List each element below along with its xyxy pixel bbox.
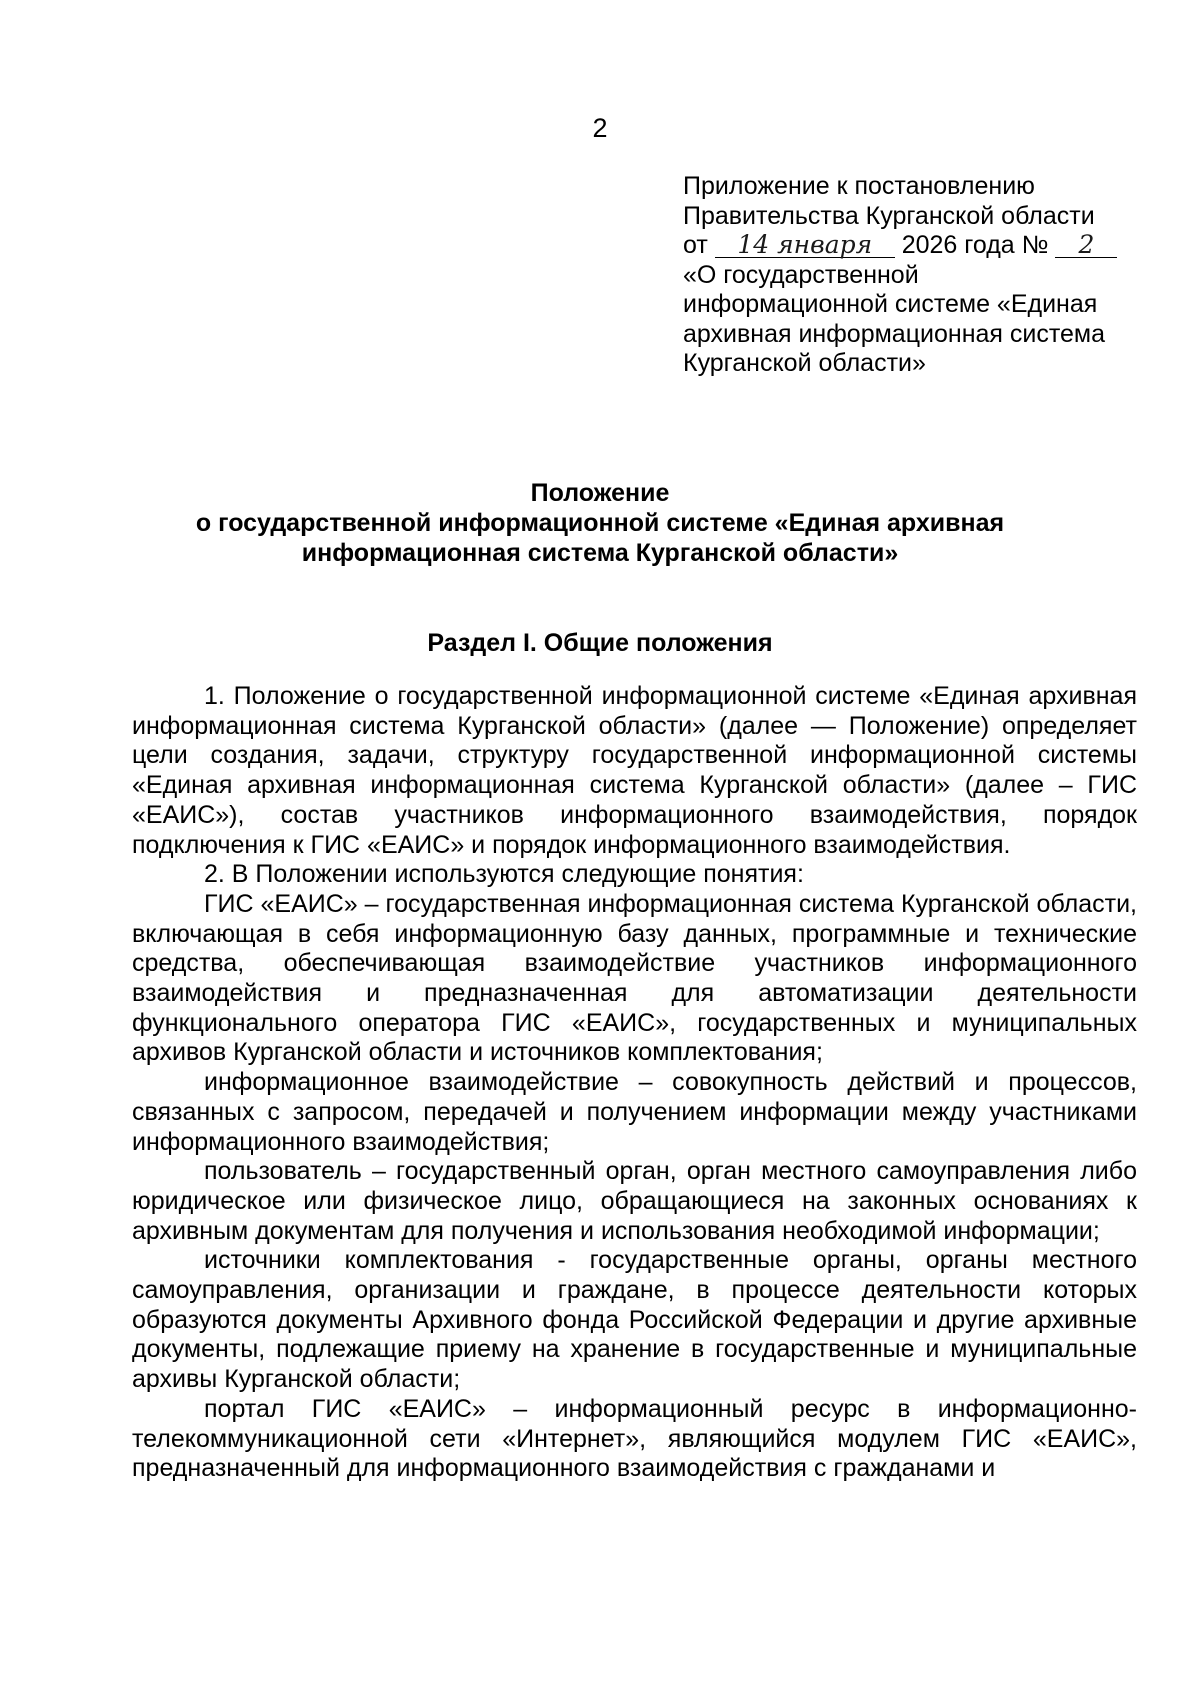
section-heading: Раздел I. Общие положения (427, 629, 773, 657)
paragraph: 2. В Положении используются следующие понятия: (204, 860, 804, 889)
date-prefix: от (683, 231, 708, 259)
paragraph: пользователь – государственный орган, орган местного самоуправления либо юридическое или физическое лицо, обращающиеся на законных основаниях к архивным документам для получения и использования необходимой информации; (132, 1157, 1137, 1245)
handwritten-date: 14 января (715, 233, 895, 258)
year-text: 2026 года № (901, 231, 1049, 259)
appendix-line: Приложение к постановлению (683, 172, 1035, 200)
appendix-line: «О государственной (683, 260, 919, 289)
paragraph: 1. Положение о государственной информационной системе «Единая архивная информационная система Курганской области» (далее — Положение) определяет цели создания, задачи, структуру государственной информационной системы «Единая архивная информационная система Курганской области» (далее – ГИС «ЕАИС»), состав участников информационного взаимодействия, порядок подключения к ГИС «ЕАИС» и порядок информационного взаимодействия. (132, 682, 1137, 859)
document-title (140, 478, 1060, 568)
title-line: информационная система Курганской области» (301, 539, 899, 567)
title-line: о государственной информационной системе «Единая архивная (195, 509, 1005, 537)
appendix-line: информационной системе «Единая (683, 290, 1098, 318)
appendix-line: Правительства Курганской области (683, 201, 1095, 230)
appendix-date-line (683, 231, 1153, 261)
appendix-line: Курганской области» (683, 349, 926, 377)
appendix-line: архивная информационная система (683, 319, 1106, 348)
page-number: 2 (592, 113, 608, 143)
paragraph: источники комплектования - государственные органы, органы местного самоуправления, организации и граждане, в процессе деятельности которых образуются документы Архивного фонда Российской Федерации и другие архивные документы, подлежащие приему на хранение в государственные и муниципальные архивы Курганской области; (132, 1246, 1137, 1394)
paragraph: портал ГИС «ЕАИС» – информационный ресурс в информационно-телекоммуникационной сети «Интернет», являющийся модулем ГИС «ЕАИС», предназначенный для информационного взаимодействия с гражданами и (132, 1394, 1137, 1483)
handwritten-number: 2 (1055, 233, 1117, 258)
appendix-block (683, 172, 1153, 379)
paragraph: информационное взаимодействие – совокупность действий и процессов, связанных с запросом, передачей и получением информации между участниками информационного взаимодействия; (132, 1068, 1137, 1156)
title-line: Положение (530, 479, 670, 507)
paragraph: ГИС «ЕАИС» – государственная информационная система Курганской области, включающая в себя информационную базу данных, программные и технические средства, обеспечивающая взаимодействие участников информационного взаимодействия и предназначенная для автоматизации деятельности функционального оператора ГИС «ЕАИС», государственных и муниципальных архивов Курганской области и источников комплектования; (132, 889, 1137, 1067)
document-body (132, 682, 1137, 1484)
